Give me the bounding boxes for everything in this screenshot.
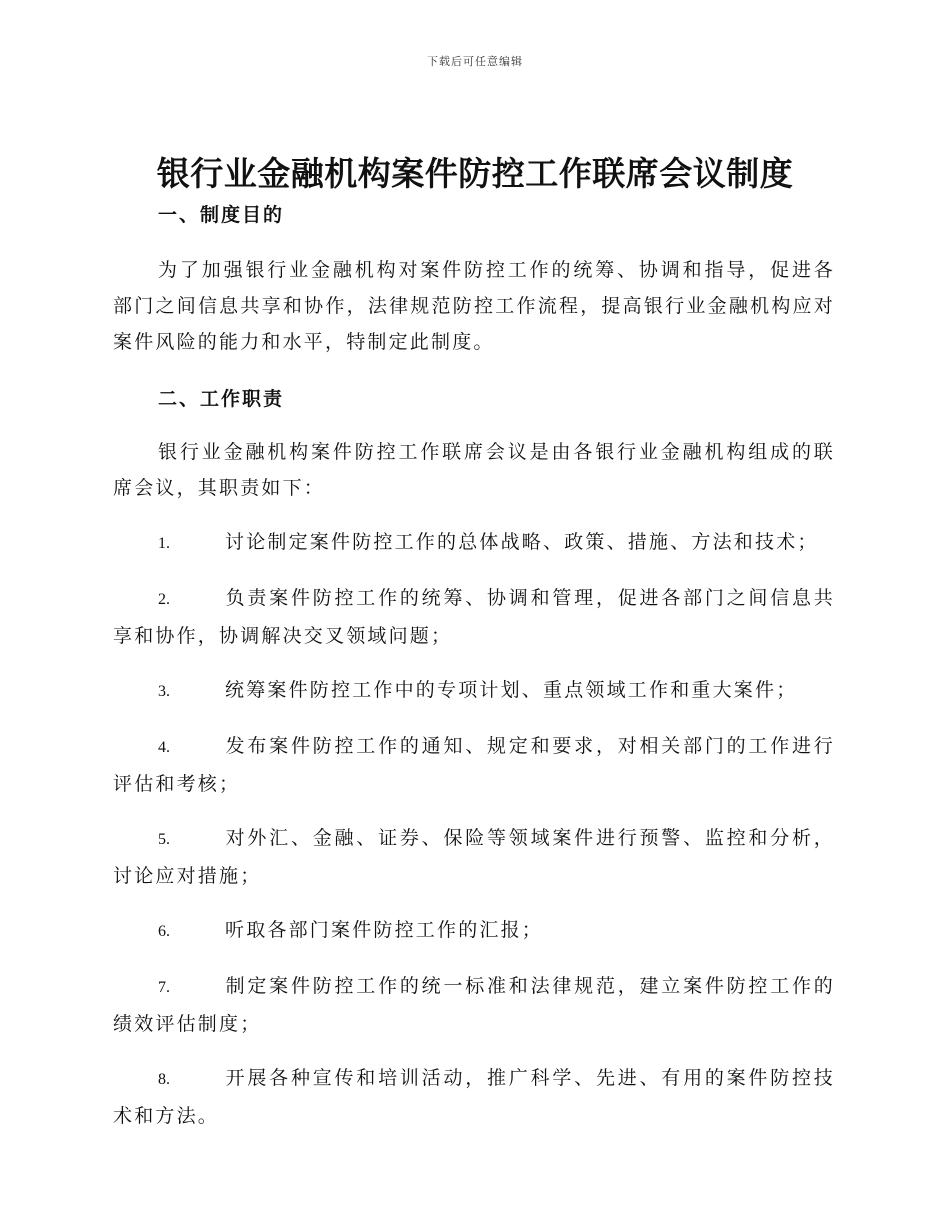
- list-item-text: 开展各种宣传和培训活动，推广科学、先进、有用的案件防控技术和方法。: [113, 1067, 835, 1127]
- duties-intro-paragraph: 银行业金融机构案件防控工作联席会议是由各银行业金融机构组成的联席会议，其职责如下：: [113, 441, 835, 499]
- list-item-number: 4.: [158, 739, 170, 756]
- list-item-number: 3.: [158, 683, 170, 700]
- list-item: [113, 912, 835, 950]
- list-item-number: 7.: [158, 979, 170, 996]
- list-item-number: 5.: [158, 831, 170, 848]
- list-item-text: 制定案件防控工作的统一标准和法律规范，建立案件防控工作的绩效评估制度；: [113, 975, 835, 1035]
- list-item: [113, 968, 835, 1042]
- section-heading-purpose: 一、制度目的: [158, 204, 285, 226]
- list-item: [113, 524, 835, 562]
- list-item-text: 负责案件防控工作的统筹、协调和管理，促进各部门之间信息共享和协作，协调解决交叉领域问题；: [113, 587, 835, 647]
- list-item-text: 对外汇、金融、证券、保险等领域案件进行预警、监控和分析，讨论应对措施；: [113, 827, 835, 887]
- section-heading-duties: 二、工作职责: [158, 388, 285, 410]
- list-item-text: 发布案件防控工作的通知、规定和要求，对相关部门的工作进行评估和考核；: [113, 735, 835, 795]
- document-body: [113, 200, 835, 1134]
- list-item: [113, 1060, 835, 1134]
- header-note: 下载后可任意编辑: [427, 55, 523, 68]
- list-item-number: 2.: [158, 591, 170, 608]
- list-item: [113, 672, 835, 710]
- purpose-paragraph: 为了加强银行业金融机构对案件防控工作的统筹、协调和指导，促进各部门之间信息共享和协作，法律规范防控工作流程，提高银行业金融机构应对案件风险的能力和水平，特制定此制度。: [113, 259, 835, 353]
- list-item: [113, 820, 835, 894]
- list-item-text: 统筹案件防控工作中的专项计划、重点领域工作和重大案件；: [225, 679, 798, 701]
- list-item-number: 8.: [158, 1071, 170, 1088]
- list-item: [113, 728, 835, 802]
- list-item-text: 讨论制定案件防控工作的总体战略、政策、措施、方法和技术；: [225, 531, 819, 553]
- document-title: 银行业金融机构案件防控工作联席会议制度: [156, 154, 794, 193]
- list-item-number: 6.: [158, 923, 170, 940]
- list-item: [113, 580, 835, 654]
- list-item-text: 听取各部门案件防控工作的汇报；: [225, 919, 544, 941]
- list-item-number: 1.: [158, 535, 170, 552]
